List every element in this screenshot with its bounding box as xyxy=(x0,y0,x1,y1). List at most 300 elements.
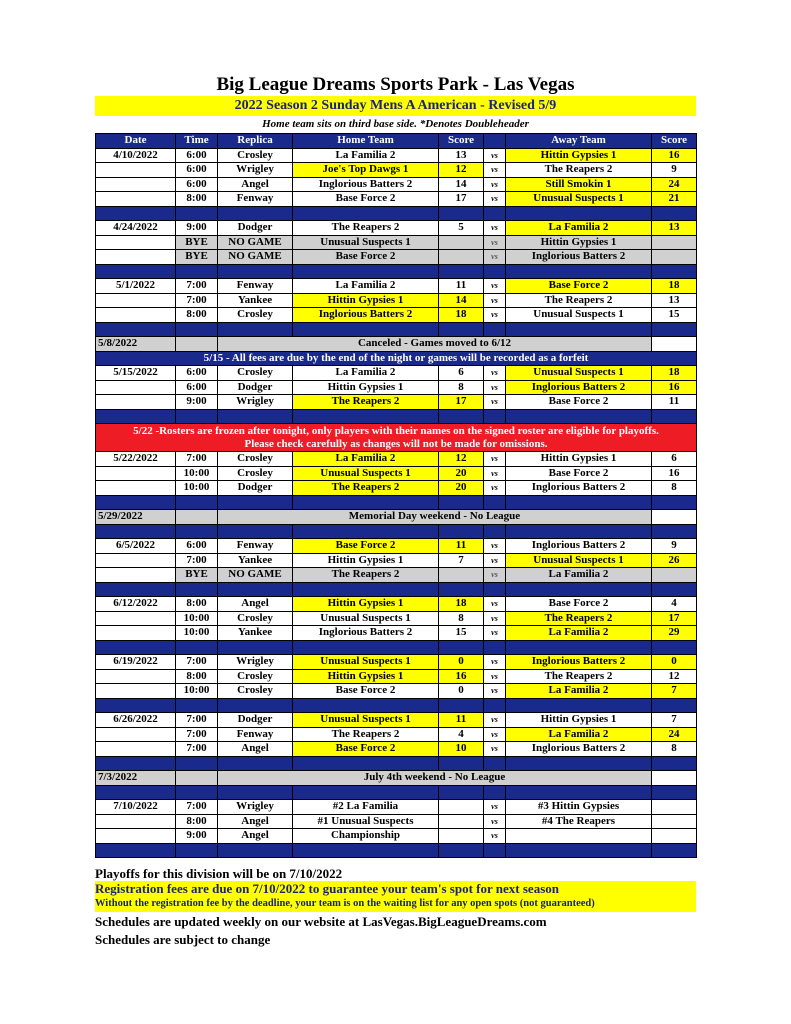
separator-cell xyxy=(506,495,652,510)
separator-cell xyxy=(652,322,697,337)
separator-cell xyxy=(96,495,176,510)
away-team-cell: La Familia 2 xyxy=(506,568,652,583)
separator-cell xyxy=(218,322,293,337)
away-score-cell xyxy=(652,568,697,583)
away-score-cell: 29 xyxy=(652,626,697,641)
time-cell: 7:00 xyxy=(176,800,218,815)
separator-cell xyxy=(96,524,176,539)
vs-cell: vs xyxy=(484,380,506,395)
game-row xyxy=(96,221,697,236)
separator-cell xyxy=(176,495,218,510)
bye-row xyxy=(96,568,697,583)
vs-cell: vs xyxy=(484,192,506,207)
separator-cell xyxy=(439,582,484,597)
game-row xyxy=(96,148,697,163)
time-cell: 10:00 xyxy=(176,481,218,496)
home-score-cell: 18 xyxy=(439,597,484,612)
home-score-cell: 11 xyxy=(439,539,484,554)
home-team-cell: Hittin Gypsies 1 xyxy=(293,293,439,308)
time-cell: 7:00 xyxy=(176,655,218,670)
roster-notice-line: Please check carefully as changes will not be made for omissions. xyxy=(244,437,548,450)
game-row xyxy=(96,366,697,381)
game-row xyxy=(96,539,697,554)
away-score-cell: 16 xyxy=(652,380,697,395)
vs-cell: vs xyxy=(484,684,506,699)
away-score-cell: 26 xyxy=(652,553,697,568)
bye-row xyxy=(96,250,697,265)
away-team-cell: #4 The Reapers xyxy=(506,814,652,829)
replica-cell: Crosley xyxy=(218,366,293,381)
home-score-cell: 0 xyxy=(439,684,484,699)
home-score-cell: 8 xyxy=(439,380,484,395)
away-team-cell: La Familia 2 xyxy=(506,626,652,641)
separator-cell xyxy=(293,409,439,424)
separator-cell xyxy=(652,409,697,424)
separator-cell xyxy=(293,524,439,539)
game-row xyxy=(96,684,697,699)
time-cell: 9:00 xyxy=(176,829,218,844)
home-team-cell: #2 La Familia xyxy=(293,800,439,815)
home-team-cell: Base Force 2 xyxy=(293,192,439,207)
away-team-cell: Hittin Gypsies 1 xyxy=(506,235,652,250)
separator-cell xyxy=(176,756,218,771)
col-vs xyxy=(484,134,506,149)
time-cell: 7:00 xyxy=(176,727,218,742)
col-home-score: Score xyxy=(439,134,484,149)
date-cell: 5/8/2022 xyxy=(96,337,176,352)
vs-cell: vs xyxy=(484,250,506,265)
home-score-cell: 8 xyxy=(439,611,484,626)
replica-cell: Yankee xyxy=(218,553,293,568)
replica-cell: Wrigley xyxy=(218,163,293,178)
col-date: Date xyxy=(96,134,176,149)
away-score-cell: 24 xyxy=(652,727,697,742)
replica-cell: Yankee xyxy=(218,293,293,308)
replica-cell: Fenway xyxy=(218,279,293,294)
away-score-cell xyxy=(652,800,697,815)
separator-cell xyxy=(293,582,439,597)
separator-cell xyxy=(506,524,652,539)
time-cell: 8:00 xyxy=(176,669,218,684)
no-league-text: July 4th weekend - No League xyxy=(218,771,652,786)
separator-cell xyxy=(484,582,506,597)
away-team-cell: Base Force 2 xyxy=(506,466,652,481)
game-row xyxy=(96,597,697,612)
replica-cell: Wrigley xyxy=(218,800,293,815)
date-cell xyxy=(96,727,176,742)
home-score-cell xyxy=(439,235,484,250)
game-row xyxy=(96,466,697,481)
away-team-cell: La Familia 2 xyxy=(506,684,652,699)
replica-cell: NO GAME xyxy=(218,568,293,583)
home-score-cell xyxy=(439,829,484,844)
home-score-cell xyxy=(439,250,484,265)
separator-cell xyxy=(484,524,506,539)
home-team-cell: Hittin Gypsies 1 xyxy=(293,553,439,568)
time-cell: 6:00 xyxy=(176,539,218,554)
separator-row xyxy=(96,843,697,858)
game-row xyxy=(96,293,697,308)
time-cell: 7:00 xyxy=(176,713,218,728)
date-cell xyxy=(96,466,176,481)
away-score-cell: 8 xyxy=(652,481,697,496)
date-cell xyxy=(96,177,176,192)
away-team-cell xyxy=(506,829,652,844)
separator-cell xyxy=(652,756,697,771)
separator-cell xyxy=(293,756,439,771)
vs-cell: vs xyxy=(484,669,506,684)
date-cell xyxy=(96,829,176,844)
game-row xyxy=(96,655,697,670)
home-team-cell: Hittin Gypsies 1 xyxy=(293,669,439,684)
separator-cell xyxy=(293,264,439,279)
time-cell: 8:00 xyxy=(176,308,218,323)
separator-cell xyxy=(293,698,439,713)
date-cell xyxy=(96,235,176,250)
fee-notice-row xyxy=(96,351,697,366)
date-cell: 6/5/2022 xyxy=(96,539,176,554)
away-team-cell: Base Force 2 xyxy=(506,279,652,294)
separator-cell xyxy=(652,698,697,713)
home-score-cell: 20 xyxy=(439,481,484,496)
separator-cell xyxy=(176,524,218,539)
home-team-cell: Hittin Gypsies 1 xyxy=(293,380,439,395)
separator-cell xyxy=(96,698,176,713)
home-team-cell: The Reapers 2 xyxy=(293,481,439,496)
home-score-cell: 12 xyxy=(439,163,484,178)
separator-cell xyxy=(484,785,506,800)
game-row xyxy=(96,611,697,626)
date-cell xyxy=(96,192,176,207)
home-score-cell: 13 xyxy=(439,148,484,163)
date-cell: 4/24/2022 xyxy=(96,221,176,236)
home-score-cell: 11 xyxy=(439,279,484,294)
time-cell: 7:00 xyxy=(176,279,218,294)
separator-row xyxy=(96,206,697,221)
separator-cell xyxy=(506,582,652,597)
time-cell: 6:00 xyxy=(176,380,218,395)
vs-cell: vs xyxy=(484,466,506,481)
home-team-cell: The Reapers 2 xyxy=(293,395,439,410)
time-cell: 10:00 xyxy=(176,684,218,699)
date-cell: 5/29/2022 xyxy=(96,510,176,525)
home-team-cell: The Reapers 2 xyxy=(293,221,439,236)
separator-cell xyxy=(293,206,439,221)
separator-row xyxy=(96,495,697,510)
home-team-cell: #1 Unusual Suspects xyxy=(293,814,439,829)
separator-cell xyxy=(218,698,293,713)
away-score-cell xyxy=(652,814,697,829)
separator-cell xyxy=(218,843,293,858)
vs-cell: vs xyxy=(484,742,506,757)
game-row xyxy=(96,481,697,496)
away-team-cell: Inglorious Batters 2 xyxy=(506,742,652,757)
header-row xyxy=(96,134,697,149)
separator-row xyxy=(96,698,697,713)
home-team-cell: Unusual Suspects 1 xyxy=(293,611,439,626)
home-team-cell: Base Force 2 xyxy=(293,684,439,699)
away-score-cell xyxy=(652,829,697,844)
playoffs-note: Playoffs for this division will be on 7/10/2022 xyxy=(95,866,343,881)
vs-cell: vs xyxy=(484,655,506,670)
separator-cell xyxy=(218,495,293,510)
schedule-body xyxy=(96,148,697,858)
vs-cell: vs xyxy=(484,539,506,554)
replica-cell: NO GAME xyxy=(218,250,293,265)
separator-cell xyxy=(506,264,652,279)
separator-cell xyxy=(218,206,293,221)
home-team-cell: Inglorious Batters 2 xyxy=(293,626,439,641)
vs-cell: vs xyxy=(484,481,506,496)
blank-cell xyxy=(176,771,218,786)
away-team-cell: Inglorious Batters 2 xyxy=(506,539,652,554)
website-note: Schedules are updated weekly on our website at LasVegas.BigLeagueDreams.com xyxy=(95,914,547,929)
blank-cell xyxy=(652,337,697,352)
away-team-cell: The Reapers 2 xyxy=(506,611,652,626)
game-row xyxy=(96,553,697,568)
home-team-cell: Unusual Suspects 1 xyxy=(293,713,439,728)
separator-cell xyxy=(439,264,484,279)
date-cell xyxy=(96,684,176,699)
separator-cell xyxy=(293,640,439,655)
home-score-cell: 12 xyxy=(439,452,484,467)
separator-cell xyxy=(484,843,506,858)
game-row xyxy=(96,669,697,684)
vs-cell: vs xyxy=(484,148,506,163)
separator-cell xyxy=(293,785,439,800)
home-score-cell: 0 xyxy=(439,655,484,670)
separator-cell xyxy=(652,640,697,655)
separator-cell xyxy=(506,756,652,771)
home-score-cell: 5 xyxy=(439,221,484,236)
separator-cell xyxy=(484,409,506,424)
game-row xyxy=(96,452,697,467)
time-cell: 10:00 xyxy=(176,626,218,641)
bye-row xyxy=(96,235,697,250)
home-score-cell: 14 xyxy=(439,177,484,192)
date-cell: 5/1/2022 xyxy=(96,279,176,294)
roster-notice-cell xyxy=(96,424,697,452)
home-team-cell: Inglorious Batters 2 xyxy=(293,177,439,192)
home-team-cell: Base Force 2 xyxy=(293,742,439,757)
no-league-row xyxy=(96,337,697,352)
home-team-cell: Championship xyxy=(293,829,439,844)
schedule-table xyxy=(95,133,697,858)
separator-cell xyxy=(439,785,484,800)
separator-cell xyxy=(506,843,652,858)
separator-cell xyxy=(176,582,218,597)
away-score-cell: 18 xyxy=(652,366,697,381)
home-score-cell xyxy=(439,814,484,829)
date-cell xyxy=(96,742,176,757)
game-row xyxy=(96,380,697,395)
separator-row xyxy=(96,785,697,800)
separator-row xyxy=(96,264,697,279)
home-team-cell: The Reapers 2 xyxy=(293,727,439,742)
date-cell: 5/15/2022 xyxy=(96,366,176,381)
home-score-cell: 6 xyxy=(439,366,484,381)
away-score-cell: 21 xyxy=(652,192,697,207)
col-home-team: Home Team xyxy=(293,134,439,149)
separator-cell xyxy=(176,264,218,279)
separator-cell xyxy=(218,785,293,800)
away-score-cell: 7 xyxy=(652,684,697,699)
separator-cell xyxy=(484,640,506,655)
vs-cell: vs xyxy=(484,611,506,626)
away-team-cell: Base Force 2 xyxy=(506,395,652,410)
vs-cell: vs xyxy=(484,366,506,381)
separator-cell xyxy=(506,409,652,424)
vs-cell: vs xyxy=(484,553,506,568)
home-team-cell: Inglorious Batters 2 xyxy=(293,308,439,323)
separator-cell xyxy=(96,843,176,858)
home-team-cell: Unusual Suspects 1 xyxy=(293,466,439,481)
blank-cell xyxy=(652,771,697,786)
vs-cell: vs xyxy=(484,177,506,192)
blank-cell xyxy=(652,510,697,525)
away-score-cell xyxy=(652,235,697,250)
date-cell xyxy=(96,669,176,684)
home-team-cell: Joe's Top Dawgs 1 xyxy=(293,163,439,178)
date-cell xyxy=(96,814,176,829)
game-row xyxy=(96,727,697,742)
time-cell: 10:00 xyxy=(176,611,218,626)
date-cell xyxy=(96,293,176,308)
date-cell xyxy=(96,553,176,568)
away-score-cell: 13 xyxy=(652,221,697,236)
away-score-cell: 16 xyxy=(652,148,697,163)
away-team-cell: Inglorious Batters 2 xyxy=(506,250,652,265)
roster-notice-line: 5/22 -Rosters are frozen after tonight, only players with their names on the signed roster are eligible for playoffs. xyxy=(133,424,659,437)
separator-cell xyxy=(652,582,697,597)
home-team-cell: La Familia 2 xyxy=(293,279,439,294)
vs-cell: vs xyxy=(484,279,506,294)
separator-cell xyxy=(484,495,506,510)
home-score-cell: 10 xyxy=(439,742,484,757)
col-time: Time xyxy=(176,134,218,149)
home-team-cell: Unusual Suspects 1 xyxy=(293,655,439,670)
away-team-cell: Unusual Suspects 1 xyxy=(506,308,652,323)
time-cell: 9:00 xyxy=(176,395,218,410)
separator-row xyxy=(96,322,697,337)
home-team-cell: Hittin Gypsies 1 xyxy=(293,597,439,612)
separator-cell xyxy=(218,582,293,597)
vs-cell: vs xyxy=(484,395,506,410)
away-team-cell: La Familia 2 xyxy=(506,221,652,236)
time-cell: BYE xyxy=(176,235,218,250)
separator-cell xyxy=(293,322,439,337)
separator-cell xyxy=(293,495,439,510)
replica-cell: Dodger xyxy=(218,713,293,728)
replica-cell: Angel xyxy=(218,597,293,612)
away-score-cell: 8 xyxy=(652,742,697,757)
game-row xyxy=(96,713,697,728)
away-score-cell: 17 xyxy=(652,611,697,626)
replica-cell: Angel xyxy=(218,742,293,757)
replica-cell: Dodger xyxy=(218,481,293,496)
game-row xyxy=(96,308,697,323)
home-team-cell: Unusual Suspects 1 xyxy=(293,235,439,250)
away-team-cell: Hittin Gypsies 1 xyxy=(506,452,652,467)
separator-cell xyxy=(506,698,652,713)
replica-cell: Crosley xyxy=(218,466,293,481)
separator-cell xyxy=(652,524,697,539)
game-row xyxy=(96,177,697,192)
separator-cell xyxy=(652,264,697,279)
vs-cell: vs xyxy=(484,800,506,815)
separator-cell xyxy=(96,785,176,800)
date-cell: 4/10/2022 xyxy=(96,148,176,163)
replica-cell: Wrigley xyxy=(218,395,293,410)
date-cell xyxy=(96,481,176,496)
col-away-score: Score xyxy=(652,134,697,149)
vs-cell: vs xyxy=(484,293,506,308)
no-league-text: Memorial Day weekend - No League xyxy=(218,510,652,525)
vs-cell: vs xyxy=(484,829,506,844)
separator-cell xyxy=(218,264,293,279)
separator-cell xyxy=(96,640,176,655)
separator-cell xyxy=(506,206,652,221)
date-cell: 7/10/2022 xyxy=(96,800,176,815)
vs-cell: vs xyxy=(484,452,506,467)
date-cell: 5/22/2022 xyxy=(96,452,176,467)
time-cell: 9:00 xyxy=(176,221,218,236)
away-score-cell xyxy=(652,250,697,265)
col-replica: Replica xyxy=(218,134,293,149)
time-cell: BYE xyxy=(176,250,218,265)
separator-cell xyxy=(439,756,484,771)
away-team-cell: Base Force 2 xyxy=(506,597,652,612)
replica-cell: Fenway xyxy=(218,727,293,742)
replica-cell: Crosley xyxy=(218,148,293,163)
vs-cell: vs xyxy=(484,568,506,583)
separator-cell xyxy=(96,322,176,337)
separator-cell xyxy=(176,843,218,858)
away-score-cell: 0 xyxy=(652,655,697,670)
vs-cell: vs xyxy=(484,814,506,829)
separator-cell xyxy=(293,843,439,858)
time-cell: 8:00 xyxy=(176,597,218,612)
game-row xyxy=(96,395,697,410)
time-cell: 7:00 xyxy=(176,742,218,757)
away-score-cell: 7 xyxy=(652,713,697,728)
date-cell: 6/26/2022 xyxy=(96,713,176,728)
vs-cell: vs xyxy=(484,727,506,742)
separator-row xyxy=(96,524,697,539)
separator-cell xyxy=(484,698,506,713)
home-team-cell: La Familia 2 xyxy=(293,366,439,381)
date-cell xyxy=(96,568,176,583)
time-cell: 6:00 xyxy=(176,148,218,163)
season-subtitle: 2022 Season 2 Sunday Mens A American - Revised 5/9 xyxy=(95,96,696,116)
separator-cell xyxy=(96,756,176,771)
time-cell: 7:00 xyxy=(176,452,218,467)
away-team-cell: Still Smokin 1 xyxy=(506,177,652,192)
away-score-cell: 16 xyxy=(652,466,697,481)
away-team-cell: Unusual Suspects 1 xyxy=(506,366,652,381)
change-note: Schedules are subject to change xyxy=(95,932,271,947)
time-cell: 6:00 xyxy=(176,366,218,381)
separator-cell xyxy=(218,409,293,424)
away-team-cell: The Reapers 2 xyxy=(506,669,652,684)
blank-cell xyxy=(176,510,218,525)
home-score-cell: 16 xyxy=(439,669,484,684)
fee-notice-text: 5/15 - All fees are due by the end of the night or games will be recorded as a forfeit xyxy=(96,351,697,366)
separator-cell xyxy=(652,495,697,510)
separator-cell xyxy=(439,322,484,337)
page-title: Big League Dreams Sports Park - Las Vegas xyxy=(216,74,575,95)
separator-cell xyxy=(176,409,218,424)
